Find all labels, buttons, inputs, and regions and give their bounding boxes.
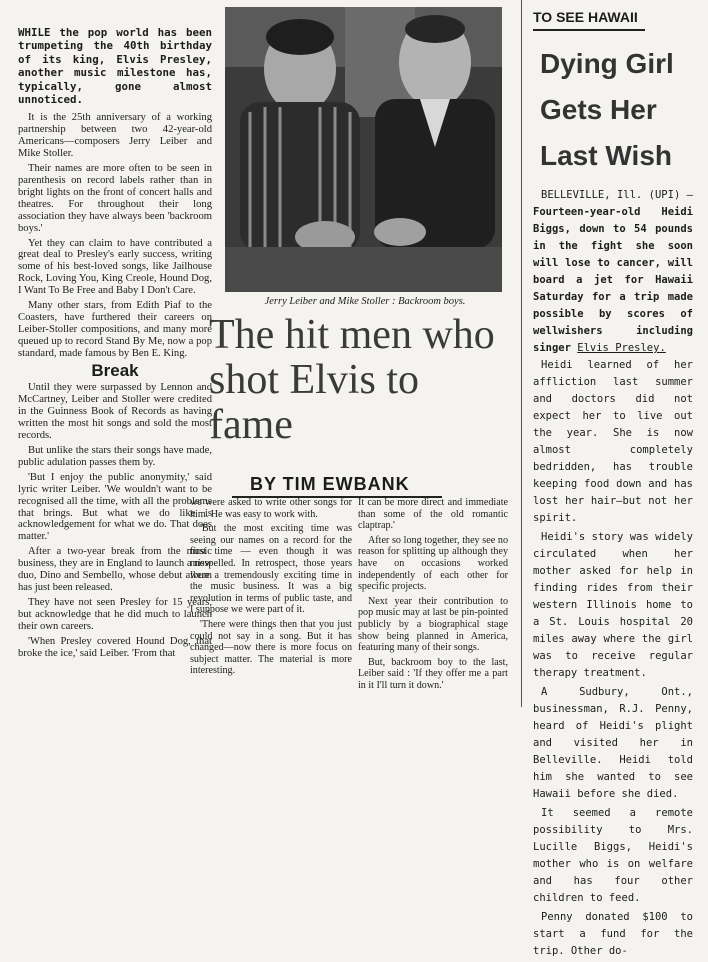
left-column <box>18 26 212 662</box>
lead-text: Fourteen-year-old Heidi Biggs, down to 54 pounds in the fight she soon will lose to cancer, will board a jet for Hawaii Saturday for a trip made possible by scores of wellwishers including singer <box>533 206 693 354</box>
body-paragraph: 'But I enjoy the public anonymity,' said lyric writer Leiber. 'We wouldn't want to be recognised all the time, with all the problems that brings. But what we do like is acknowledgement for what we do. That does matter.' <box>18 471 212 543</box>
body-paragraph: It seemed a remote possibility to Mrs. Lucille Biggs, Heidi's mother who is on welfare and has four other children to feed. <box>533 807 693 904</box>
byline: BY TIM EWBANK <box>250 474 410 494</box>
body-paragraph: Heidi learned of her affliction last summer and doctors did not expect her to live out the year. She is now almost completely bedridden, has trouble keeping food down and has lost her hair—but not her spirit. <box>533 359 693 524</box>
main-story-column-2 <box>190 497 352 680</box>
main-headline: The hit men who shot Elvis to fame <box>209 312 495 448</box>
body-paragraph: But, backroom boy to the last, Leiber said : 'If they offer me a part in it I'll turn it down.' <box>358 656 508 691</box>
body-paragraph: It can be more direct and immediate than some of the old romantic claptrap.' <box>358 497 508 532</box>
side-headline: Dying Girl Gets Her Last Wish <box>540 48 674 171</box>
body-paragraph: After a two-year break from the music business, they are in England to launch a new duo, Dino and Sembello, whose debut album has just been released. <box>18 546 212 593</box>
body-paragraph: It is the 25th anniversary of a working partnership between two 42-year-old Americans—composers Jerry Leiber and Mike Stoller. <box>18 112 212 160</box>
kicker-rule <box>533 29 645 31</box>
side-kicker: TO SEE HAWAII <box>533 9 638 25</box>
body-paragraph: They have not seen Presley for 15 years, but acknowledge that he did much to launch their own careers. <box>18 596 212 632</box>
body-paragraph: Yet they can claim to have contributed a great deal to Presley's early success, writing some of his best-loved songs, like Jailhouse Rock, Loving You, King Creole, Hound Dog, I Want To Be Free and Baby I Don't Care. <box>18 237 212 297</box>
body-paragraph: 'When Presley covered Hound Dog, that broke the ice,' said Leiber. 'From that <box>18 635 212 659</box>
subhead-break: Break <box>91 360 139 380</box>
body-paragraph: But unlike the stars their songs have made, public adulation passes them by. <box>18 445 212 468</box>
body-paragraph: A Sudbury, Ont., businessman, R.J. Penny, heard of Heidi's plight and visited her in Belleville. Heidi told him she wanted to see Hawaii before she died. <box>533 686 693 800</box>
body-paragraph: 'But the most exciting time was seeing our names on a record for the first time — even though it was misspelled. In retrospect, those years were a tremendously exciting time in the music business. It was a big revolution in terms of public taste, and I suppose we were part of it. <box>190 523 352 616</box>
body-paragraph: we were asked to write other songs for him. He was easy to work with. <box>190 497 352 520</box>
photo-leiber-stoller <box>225 7 502 292</box>
photo-image <box>225 7 502 292</box>
body-paragraph: Heidi's story was widely circulated when her mother asked for help in finding rides from their western Illinois home to a St. Louis hospital 20 miles away where the girl was to receive regular therapy treatment. <box>533 531 693 679</box>
body-paragraph: Many other stars, from Edith Piaf to the Coasters, have furthered their careers on Leiber-Stoller compositions, and many more queued up to record Stand By Me, now a pop standard, made famous by Ben E. King. <box>18 300 212 359</box>
main-story-column-3 <box>358 497 508 695</box>
photo-caption: Jerry Leiber and Mike Stoller : Backroom boys. <box>264 296 466 307</box>
side-story-column <box>533 187 693 962</box>
lead-paragraph: WHILE the pop world has been trumpeting the 40th birthday of its king, Elvis Presley, another music milestone has, typically, gone almost unnoticed. <box>18 26 212 107</box>
body-paragraph: After so long together, they see no reason for splitting up although they have on occasions worked independently of each other for specific projects. <box>358 534 508 593</box>
body-paragraph: Their names are more often to be seen in parenthesis on record labels rather than in bright lights on the front of concert halls and theatres. For throughout their long association they have always been 'backroom boys.' <box>18 163 212 234</box>
column-divider <box>521 0 522 707</box>
body-paragraph: 'There were things then that you just could not say in a song. But it has changed—now there is more focus on subject matter. The material is more interesting. <box>190 618 352 677</box>
body-paragraph: Until they were surpassed by Lennon and McCartney, Leiber and Stoller were credited in the Guinness Book of Records as having written the most hit songs and sold the most records. <box>18 382 212 442</box>
dateline: BELLEVILLE, Ill. (UPI) — <box>541 189 693 201</box>
body-paragraph: Penny donated $100 to start a fund for the trip. Other do- <box>533 911 693 957</box>
body-paragraph: Next year their contribution to pop music may at last be pin-pointed publicly by a biographical stage show being planned in America, featuring many of their songs. <box>358 595 508 654</box>
lead-name: Elvis Presley. <box>577 342 666 354</box>
